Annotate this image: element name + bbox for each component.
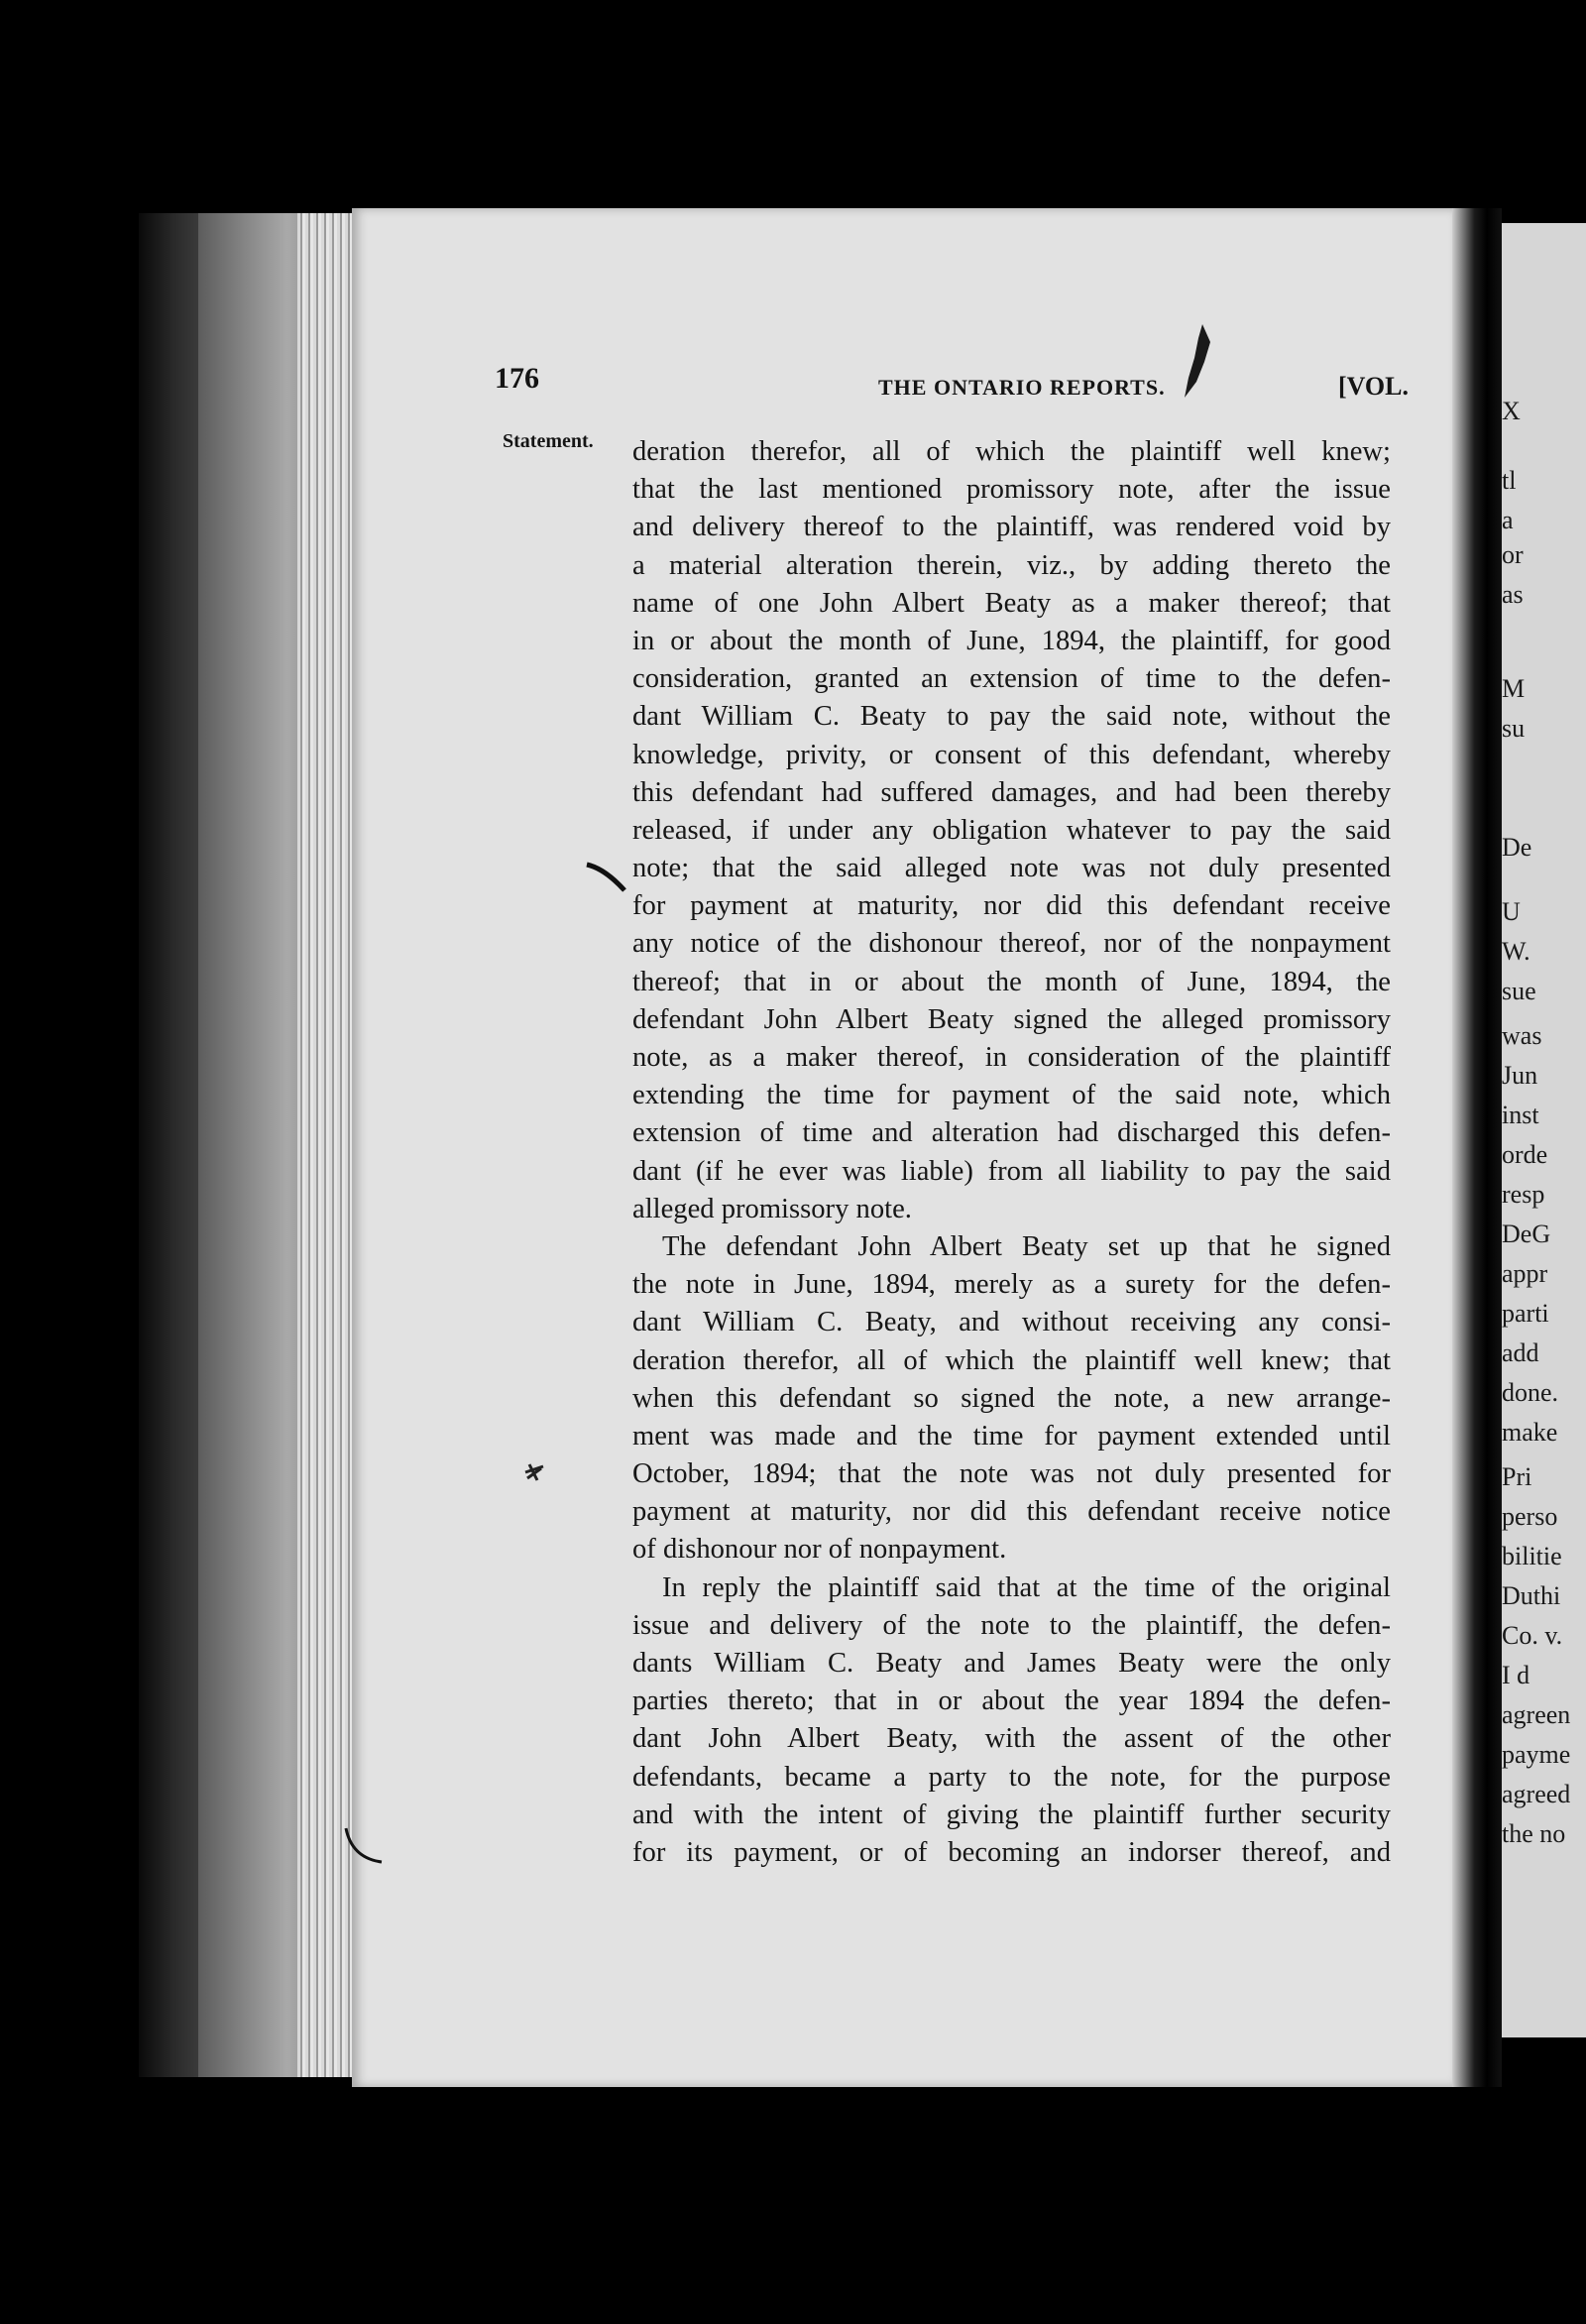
body-line: October, 1894; that the note was not duly presented for bbox=[632, 1458, 1391, 1490]
right-page-fragment: U bbox=[1502, 897, 1521, 926]
body-line: in or about the month of June, 1894, the plaintiff, for good bbox=[632, 625, 1391, 656]
body-line: knowledge, privity, or consent of this defendant, whereby bbox=[632, 739, 1391, 770]
right-page-fragment: I d bbox=[1502, 1661, 1530, 1689]
body-line: for payment at maturity, nor did this defendant receive bbox=[632, 890, 1391, 922]
body-line: consideration, granted an extension of time to the defen- bbox=[632, 663, 1391, 695]
right-page-fragment: su bbox=[1502, 714, 1526, 743]
right-page-fragment: as bbox=[1502, 580, 1524, 609]
body-line: and delivery thereof to the plaintiff, was rendered void by bbox=[632, 512, 1391, 543]
right-page-fragment: DeG bbox=[1502, 1220, 1551, 1248]
body-line: and with the intent of giving the plaintiff further security bbox=[632, 1799, 1391, 1830]
body-line: extending the time for payment of the said note, which bbox=[632, 1080, 1391, 1111]
body-line: ment was made and the time for payment extended until bbox=[632, 1420, 1391, 1452]
right-page-fragment: the no bbox=[1502, 1819, 1566, 1848]
right-page-fragment: perso bbox=[1502, 1502, 1558, 1531]
right-page-fragment: resp bbox=[1502, 1180, 1545, 1209]
body-line: any notice of the dishonour thereof, nor of the nonpayment bbox=[632, 928, 1391, 960]
right-page-fragment: Co. v. bbox=[1502, 1621, 1563, 1650]
right-page-fragment: parti bbox=[1502, 1299, 1549, 1328]
body-line: issue and delivery of the note to the plaintiff, the defen- bbox=[632, 1609, 1391, 1641]
body-line: parties thereto; that in or about the year 1894 the defen- bbox=[632, 1685, 1391, 1717]
body-line: of dishonour nor of nonpayment. bbox=[632, 1534, 1007, 1566]
right-page-fragment: M bbox=[1502, 674, 1526, 703]
gutter-shadow bbox=[1452, 208, 1502, 2087]
right-page-fragment: or bbox=[1502, 540, 1524, 569]
right-page-fragment: De bbox=[1502, 833, 1532, 862]
body-line: note; that the said alleged note was not duly presented bbox=[632, 853, 1391, 884]
body-line: released, if under any obligation whatever to pay the said bbox=[632, 814, 1391, 846]
right-page-fragment: Duthi bbox=[1502, 1581, 1561, 1610]
right-facing-page bbox=[1502, 223, 1586, 2037]
right-page-fragment: tl bbox=[1502, 466, 1517, 495]
running-head: THE ONTARIO REPORTS. bbox=[878, 375, 1166, 400]
right-page-fragment: agreed bbox=[1502, 1780, 1571, 1808]
body-text bbox=[632, 433, 1391, 1872]
right-page-fragment: a bbox=[1502, 506, 1514, 534]
right-page-fragment: appr bbox=[1502, 1259, 1548, 1288]
body-line: dant John Albert Beaty, with the assent of the other bbox=[632, 1723, 1391, 1755]
body-line: In reply the plaintiff said that at the time of the original bbox=[662, 1571, 1391, 1603]
body-line: defendants, became a party to the note, for the purpose bbox=[632, 1761, 1391, 1793]
body-line: dant William C. Beaty to pay the said note, without the bbox=[632, 701, 1391, 733]
star-mark bbox=[523, 1462, 545, 1482]
right-page-fragment: make bbox=[1502, 1418, 1558, 1447]
book-edge-dark bbox=[139, 213, 198, 2077]
margin-note: Statement. bbox=[503, 430, 594, 452]
body-line: deration therefor, all of which the plaintiff well knew; bbox=[632, 436, 1391, 467]
page-number: 176 bbox=[495, 362, 539, 395]
right-page-fragment: was bbox=[1502, 1021, 1542, 1050]
right-page-fragment: Jun bbox=[1502, 1061, 1538, 1090]
body-line: dant (if he ever was liable) from all liability to pay the said bbox=[632, 1155, 1391, 1187]
right-page-fragment: W. bbox=[1502, 937, 1530, 966]
body-line: payment at maturity, nor did this defendant receive notice bbox=[632, 1496, 1391, 1528]
body-line: extension of time and alteration had discharged this defen- bbox=[632, 1117, 1391, 1149]
page-stack-lines bbox=[297, 213, 357, 2077]
ink-blot-mark bbox=[1175, 322, 1219, 402]
body-line: The defendant John Albert Beaty set up that he signed bbox=[662, 1230, 1391, 1262]
right-page-fragment: done. bbox=[1502, 1378, 1559, 1407]
right-page-fragment: agreen bbox=[1502, 1700, 1571, 1729]
right-page-fragment: X bbox=[1502, 397, 1521, 425]
right-page-fragment: bilitie bbox=[1502, 1542, 1562, 1570]
body-line: for its payment, or of becoming an indorser thereof, and bbox=[632, 1836, 1391, 1868]
body-line: note, as a maker thereof, in consideration of the plaintiff bbox=[632, 1042, 1391, 1073]
body-line: this defendant had suffered damages, and had been thereby bbox=[632, 776, 1391, 808]
body-line: name of one John Albert Beaty as a maker thereof; that bbox=[632, 587, 1391, 619]
right-page-fragment: orde bbox=[1502, 1140, 1548, 1169]
volume-mark: [VOL. bbox=[1338, 372, 1409, 401]
body-line: dants William C. Beaty and James Beaty were the only bbox=[632, 1648, 1391, 1679]
right-page-fragment: sue bbox=[1502, 977, 1536, 1005]
pen-tick-mark bbox=[585, 861, 629, 895]
body-line: alleged promissory note. bbox=[632, 1193, 912, 1224]
right-page-fragment: Pri bbox=[1502, 1462, 1532, 1491]
body-line: deration therefor, all of which the plaintiff well knew; that bbox=[632, 1344, 1391, 1376]
body-line: defendant John Albert Beaty signed the alleged promissory bbox=[632, 1003, 1391, 1035]
right-page-fragment: inst bbox=[1502, 1101, 1539, 1129]
pen-curve-mark bbox=[342, 1824, 401, 1869]
body-line: a material alteration therein, viz., by adding thereto the bbox=[632, 549, 1391, 581]
body-line: the note in June, 1894, merely as a surety for the defen- bbox=[632, 1269, 1391, 1301]
right-page-fragment: add bbox=[1502, 1338, 1539, 1367]
body-line: dant William C. Beaty, and without receiving any consi- bbox=[632, 1307, 1391, 1338]
body-line: that the last mentioned promissory note, after the issue bbox=[632, 474, 1391, 506]
right-page-fragment: payme bbox=[1502, 1740, 1571, 1769]
body-line: thereof; that in or about the month of June, 1894, the bbox=[632, 966, 1391, 997]
body-line: when this defendant so signed the note, a new arrange- bbox=[632, 1382, 1391, 1414]
